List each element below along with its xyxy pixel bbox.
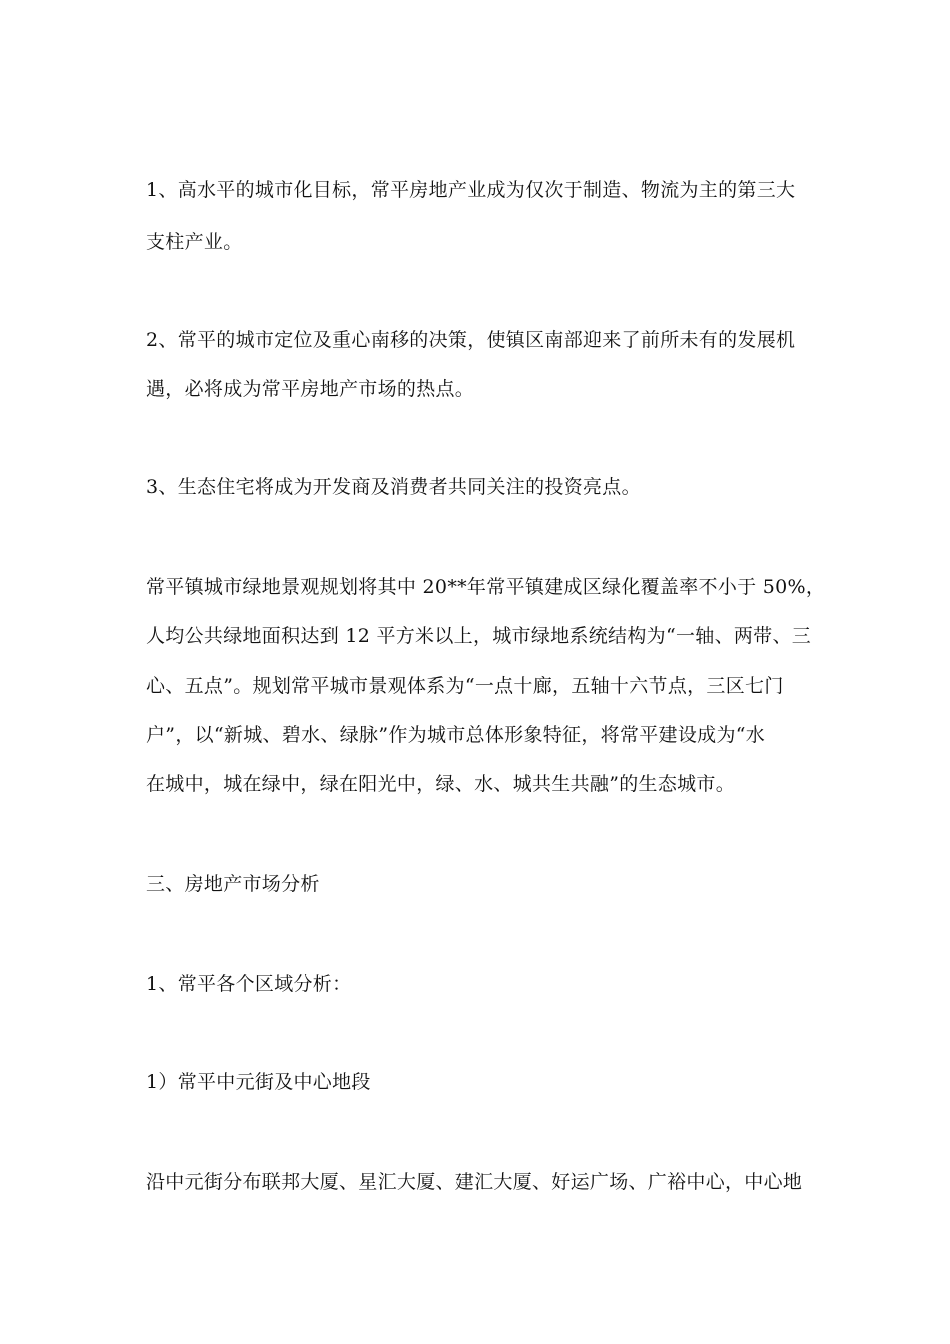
paragraph-5-line-1: 沿中元街分布联邦大厦、星汇大厦、建汇大厦、好运广场、广裕中心，中心地 bbox=[146, 1171, 803, 1193]
paragraph-4-line-5: 在城中，城在绿中，绿在阳光中，绿、水、城共生共融”的生态城市。 bbox=[146, 773, 736, 795]
paragraph-1-line-2: 支柱产业。 bbox=[146, 231, 243, 253]
paragraph-1-line-1: 1、高水平的城市化目标，常平房地产业成为仅次于制造、物流为主的第三大 bbox=[146, 179, 796, 201]
paragraph-3-line-1: 3、生态住宅将成为开发商及消费者共同关注的投资亮点。 bbox=[146, 476, 641, 498]
paragraph-4-line-1: 常平镇城市绿地景观规划将其中 20**年常平镇建成区绿化覆盖率不小于 50%， bbox=[146, 576, 826, 598]
paragraph-4-line-2: 人均公共绿地面积达到 12 平方米以上，城市绿地系统结构为“一轴、两带、三 bbox=[146, 625, 812, 647]
subsection-heading-3-1-1: 1）常平中元街及中心地段 bbox=[146, 1071, 371, 1093]
paragraph-4-line-4: 户”，以“新城、碧水、绿脉”作为城市总体形象特征，将常平建设成为“水 bbox=[146, 724, 766, 746]
paragraph-4-line-3: 心、五点”。规划常平城市景观体系为“一点十廊，五轴十六节点，三区七门 bbox=[146, 675, 784, 697]
paragraph-2-line-2: 遇，必将成为常平房地产市场的热点。 bbox=[146, 378, 475, 400]
section-heading-3: 三、房地产市场分析 bbox=[146, 873, 320, 895]
subsection-heading-3-1: 1、常平各个区域分析： bbox=[146, 973, 352, 995]
paragraph-2-line-1: 2、常平的城市定位及重心南移的决策，使镇区南部迎来了前所未有的发展机 bbox=[146, 329, 796, 351]
